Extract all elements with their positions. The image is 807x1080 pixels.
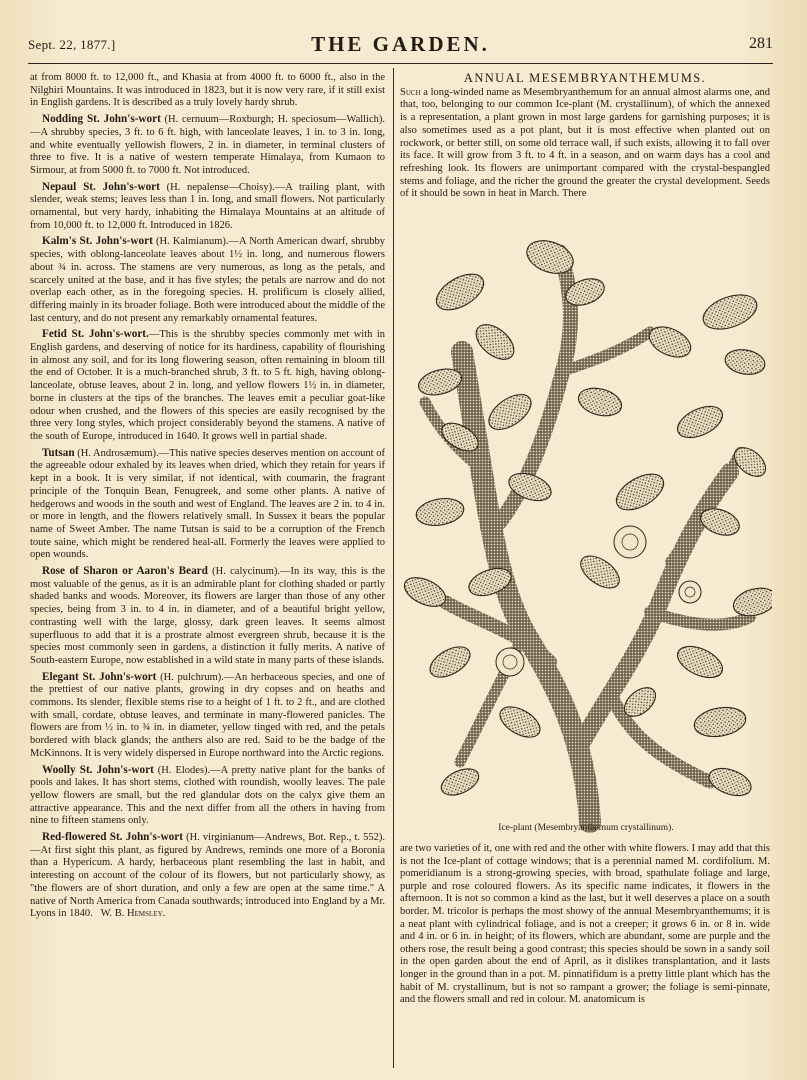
entry-title: Nodding St. John's-wort — [42, 113, 161, 126]
figure-caption: Ice-plant (Mesembryanthemum crystallinum). — [498, 823, 674, 833]
entry-text: (H. cernuum—Roxburgh; H. speciosum—Wallich).—A shrubby species, 3 ft. to 6 ft. high, with lanceolate leaves, 1 in. to 3 in. long, and white eventually yellowish flowers, 2 in. in diameter, in terminal clusters of three to five. It is a native of western temperate Himalaya, from Kumaon to Sirmour, at from 5000 ft. to 7000 ft. Not introduced. — [30, 114, 385, 176]
entry-tutsan — [30, 447, 385, 562]
entry-text: (H. calycinum).—In its way, this is the most valuable of the genus, as it is an admirable plant for clothing shaded or partly shaded banks and woods. Moreover, its flowers are larger than those of any other species, being from 3 in. to 4 in. in diameter, and of a beautiful bright yellow, contrasting well with the large, glossy, dark green leaves. It seems almost superfluous to add that it is a prostrate almost evergreen shrub, because it is the species most commonly seen in gardens, a distinction it fully merits. A native of South-eastern Europe, now established in a wild state in many parts of these islands. — [30, 566, 385, 666]
header-rule — [28, 63, 773, 64]
article-paragraph-1 — [400, 87, 770, 201]
entry-title: Fetid St. John's-wort. — [42, 328, 149, 341]
entry-nepaul — [30, 181, 385, 233]
entry-text: (H. virginianum—Andrews, Bot. Rep., t. 552).—At first sight this plant, as figured by Andrews, reminds one more of a Boronia than a Hypericum. A hardy, herbaceous plant resembling the last in habit, and interesting on account of the colour of its flowers, but not particularly showy, as "the flowers are of short duration, and only a few are open at the same time." A native of North America from Canada southwards; introduced into England by a Mr. Lyons in 1840. — [30, 832, 385, 920]
entry-text: (H. pulchrum).—An herbaceous species, and one of the prettiest of our native plants, growing in dry copses and on heaths and commons. Its slender, flexible stems rise to a height of 1 ft. to 2 ft., and are clothed with small, cordate, obtuse leaves, and terminate in many-flowered panicles. The flowers are from ½ in. to ¾ in. in diameter, yellow tinged with red, and the petals bordered with black glands; the anthers also are red. Said to be the badge of the McKinnons. It is very widely dispersed in Europe northward into the Arctic regions. — [30, 671, 385, 759]
entry-text: (H. Kalmianum).—A North American dwarf, shrubby species, with oblong-lanceolate leaves about 1½ in. long, and numerous flowers about ¾ in. across. The stamens are very numerous, as long as the petals, and scarcely united at the base, and it has five styles; the petals are narrow and do not overlap each other, as in the foregoing species. H. prolificum is closely allied, differing mainly in its broader foliage. Both were introduced about the middle of the last century, and do not present any remarkably ornamental features. — [30, 236, 385, 324]
entry-text: (H. Androsæmum).—This native species deserves mention on account of the agreeable odour exhaled by its leaves when dried, which they retain for years if kept in a book. It is very similar, if not identical, with coumarin, the fragrant principle of the Tonquin Bean, Fenugreek, and some other plants. A native of hedgerows and woods in the south and west of England. The leaves are 2 in. to 4 in. or more in length, and the flowers relatively small. In Sussex it bears the popular name of Sweet Amber. The name Tutsan is said to be a corruption of the French toute saine, which might be rendered heal-all. Formerly the leaves were applied to open wounds. — [30, 447, 385, 561]
author-signature: W. B. Hemsley. — [100, 908, 166, 920]
right-column — [400, 72, 770, 204]
issue-date: Sept. 22, 1877.] — [28, 37, 116, 52]
entry-fetid — [30, 328, 385, 443]
page-header — [28, 30, 773, 60]
entry-title: Kalm's St. John's-wort — [42, 235, 153, 248]
intro-paragraph: at from 8000 ft. to 12,000 ft., and Khasia at from 4000 ft. to 6000 ft., also in the Nilghiri Mountains. It was introduced in 1823, but it is now very rare, if it still exist in English gardens. It is described as a truly lovely hardy shrub. — [30, 72, 385, 109]
entry-text: —This is the shrubby species commonly met with in English gardens, and deserving of notice for its hardiness, capability of flourishing in almost any soil, and for its long flowering season, often remaining in bloom till the end of October. It is a much-branched shrub, 3 ft. to 5 ft. high, having oblong-lanceolate, obtuse leaves, about 2 in. long, and yellow flowers 1½ in. in diameter, borne in clusters at the tips of the branches. The leaves emit a peculiar goat-like odour when crushed, and the flowers of this species are easily recognised by the three very long styles, which project considerably beyond the stamens. A native of the south of Europe, introduced in 1640. It grows well in partial shade. — [30, 329, 385, 442]
entry-rose-of-sharon — [30, 565, 385, 668]
paragraph-text: a long-winded name as Mesembryanthemum for an annual almost alarms one, and that, too, belonging to our common Ice-plant (M. crystallinum), of which the annexed is a representation, a plant grown in most large gardens for garnishing purposes; it is also sometimes used as a pot plant, but it is most effective when planted out on rockwork, or better still, on some old terrace wall, if such exists, allowing it to fall over its face. It will grow from 3 ft. to 4 ft. in a season, and on warm days has a cool and refreshing look. Its flowers are unimportant compared with the crystal-bespangled stems and foliage, and the richer the ground the greater the crystal development. Seeds of it should be sown in heat in March. There — [400, 86, 770, 200]
entry-nodding — [30, 113, 385, 178]
left-column — [30, 72, 385, 1072]
entry-title: Nepaul St. John's-wort — [42, 180, 160, 193]
entry-title: Rose of Sharon or Aaron's Beard — [42, 565, 208, 578]
entry-text: (H. Elodes).—A pretty native plant for the banks of pools and lakes. It has short stems, clothed with roundish, woolly leaves. The pale yellow flowers are small, but the red glandular dots on the calyx give them an attractive appearance. This and the next differ from all the others in having from nine to fifteen stamens only. — [30, 764, 385, 827]
article-paragraph-2: are two varieties of it, one with red and the other with white flowers. I may add that this is not the Ice-plant of cottage windows; that is a perennial named M. cordifolium. M. pomeridianum is a strong-growing species, with broad, spathulate foliage and large, purple and rose coloured flowers. As its specific name indicates, it flowers in the afternoon. It is not so common a kind as the last, but it well deserves a place on a south border. M. tricolor is perhaps the most showy of the annual Mesembryanthemums; it is a neat plant with cylindrical foliage, and is not a creeper; it grows 6 in. or 8 in. wide and 4 in. or 6 in. in height; of its flowers, which are abundant, some are purple and the others rose, the result being a good contrast; this species should be sown in a sandy soil in the open garden about the end of April, as it dislikes transplantation, and it lasts longer in the ground than in a pot. M. pinnatifidum is a pretty little plant which has the habit of M. crystallinum, but is not so rampant a grower; the foliage is semi-pinnate, and the flowers small and red in colour. M. anatomicum is — [400, 843, 770, 1006]
column-divider — [393, 68, 394, 1068]
entry-title: Woolly St. John's-wort — [42, 763, 154, 776]
article-title: ANNUAL MESEMBRYANTHEMUMS. — [463, 71, 707, 85]
entry-title: Elegant St. John's-wort — [42, 670, 157, 683]
entry-title: Tutsan — [42, 446, 75, 459]
publication-title: THE GARDEN. — [311, 32, 490, 56]
ice-plant-illustration — [400, 222, 772, 837]
entry-woolly — [30, 764, 385, 829]
page-number: 281 — [749, 35, 773, 52]
entry-kalm — [30, 235, 385, 325]
entry-elegant — [30, 671, 385, 761]
entry-title: Red-flowered St. John's-wort — [42, 831, 183, 844]
lead-word: Such — [400, 86, 421, 98]
entry-text: (H. nepalense—Choisy).—A trailing plant, with slender, weak stems; leaves less than 1 in. long, and small flowers. Not particularly ornamental, but very hardy, inhabiting the Himalaya Mountains at an altitude of from 10,000 ft. to 12,000 ft. Introduced in 1826. — [30, 181, 385, 231]
entry-red-flowered — [30, 831, 385, 921]
